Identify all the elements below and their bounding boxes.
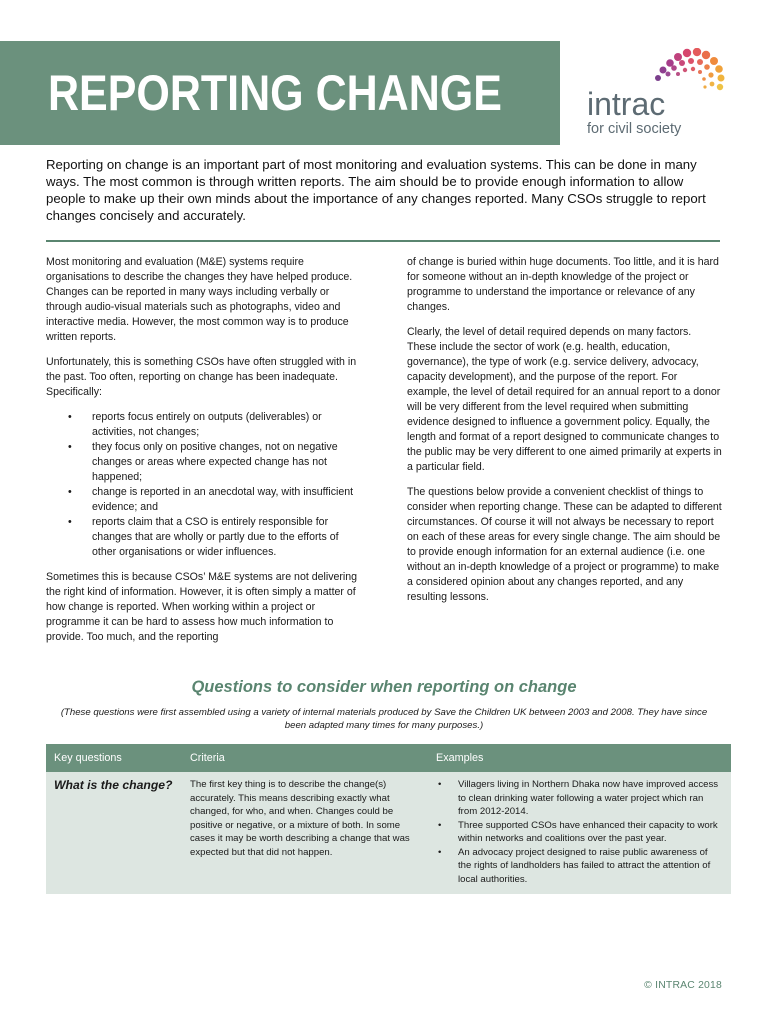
column-header: Examples [428,744,731,772]
intrac-logo [584,48,734,143]
table-row [46,772,731,894]
examples-cell [428,772,731,894]
list-item: • reports focus entirely on outputs (deliverables) or activities, not changes; [46,410,361,440]
key-question-cell: What is the change? [46,772,182,894]
paragraph: of change is buried within huge documents. Too little, and it is hard for someone without an in-depth knowledge of the project or programme to understand the importance or relevance of any changes. [407,256,719,313]
divider [46,240,720,242]
left-column [46,255,361,655]
column-header: Criteria [182,744,428,772]
paragraph: The questions below provide a convenient checklist of things to consider when reporting change. These can be adapted to different circumstances. Of course it will not always be necessary to report on each of these areas for every single change. The aim should be to provide enough information for an external audience (i.e. one without an in-depth knowledge of a project or programme) to make a considered opinion about any changes reported, and any resulting lessons. [407,486,722,603]
copyright-footer: © INTRAC 2018 [644,980,722,991]
list-item: • Villagers living in Northern Dhaka now have improved access to clean drinking water following a water project which ran from 2012-2014. [436,778,723,819]
column-header: Key questions [46,744,182,772]
list-item: • Three supported CSOs have enhanced their capacity to work within networks and coalitions over the past year. [436,819,723,846]
section-heading: Questions to consider when reporting on change [191,678,577,696]
examples-list [436,778,723,886]
logo-wordmark: intrac [587,86,666,122]
list-item: • reports claim that a CSO is entirely responsible for changes that are wholly or partly due to the efforts of other organisations or wider influences. [46,515,361,560]
right-column [407,255,722,615]
list-item: • they focus only on positive changes, not on negative changes or areas where expected change has not happened; [46,440,361,485]
list-item: • change is reported in an anecdotal way, with insufficient evidence; and [46,485,361,515]
paragraph: Unfortunately, this is something CSOs have often struggled with in the past. Too often, reporting on change has been inadequate. Specifically: [46,356,357,398]
intro-paragraph: Reporting on change is an important part of most monitoring and evaluation systems. This can be done in many ways. The most common is through written reports. The aim should be to provide enough information to allow people to make up their own minds about the importance of any changes reported. Many CSOs struggle to report changes concisely and accurately. [46,157,706,223]
page-title: REPORTING CHANGE [48,65,502,121]
paragraph: Clearly, the level of detail required depends on many factors. These include the sector of work (e.g. health, education, governance), the type of work (e.g. service delivery, advocacy, capacity development), and the purpose of the report. For example, the level of detail required for an annual report to a donor will be very different from the level required when submitting evidence designed to influence a government policy. Equally, the length and format of a report designed to communicate changes to the public may be very different to one aimed primarily at experts in a particular field. [407,326,722,473]
bullet-list [46,410,361,560]
table-header-row [46,744,731,772]
paragraph: Most monitoring and evaluation (M&E) systems require organisations to describe the changes they have helped produce. Changes can be reported in many ways including verbally or through audio-visual materials such as photographs, video and interactive media. However, the most common way is to produce written reports. [46,256,353,343]
title-banner [0,41,560,145]
list-item: • An advocacy project designed to raise public awareness of the rights of landholders has failed to attract the attention of local authorities. [436,846,723,887]
criteria-cell: The first key thing is to describe the change(s) accurately. This means describing exactly what changed, for who, and when. Changes could be positive or negative, or a mixture of both. In some cases it may be worth describing a change that was expected but that did not happen. [182,772,428,894]
section-note: (These questions were first assembled using a variety of internal materials produced by Save the Children UK between 2003 and 2008. They have since been adapted many times for many purposes.) [60,707,708,731]
questions-table [46,744,731,894]
paragraph: Sometimes this is because CSOs’ M&E systems are not delivering the right kind of information. However, it is often simply a matter of how change is reported. When working within a project or programme it can be hard to assess how much information to provide. Too much, and the reporting [46,571,358,643]
logo-tagline: for civil society [587,121,682,137]
